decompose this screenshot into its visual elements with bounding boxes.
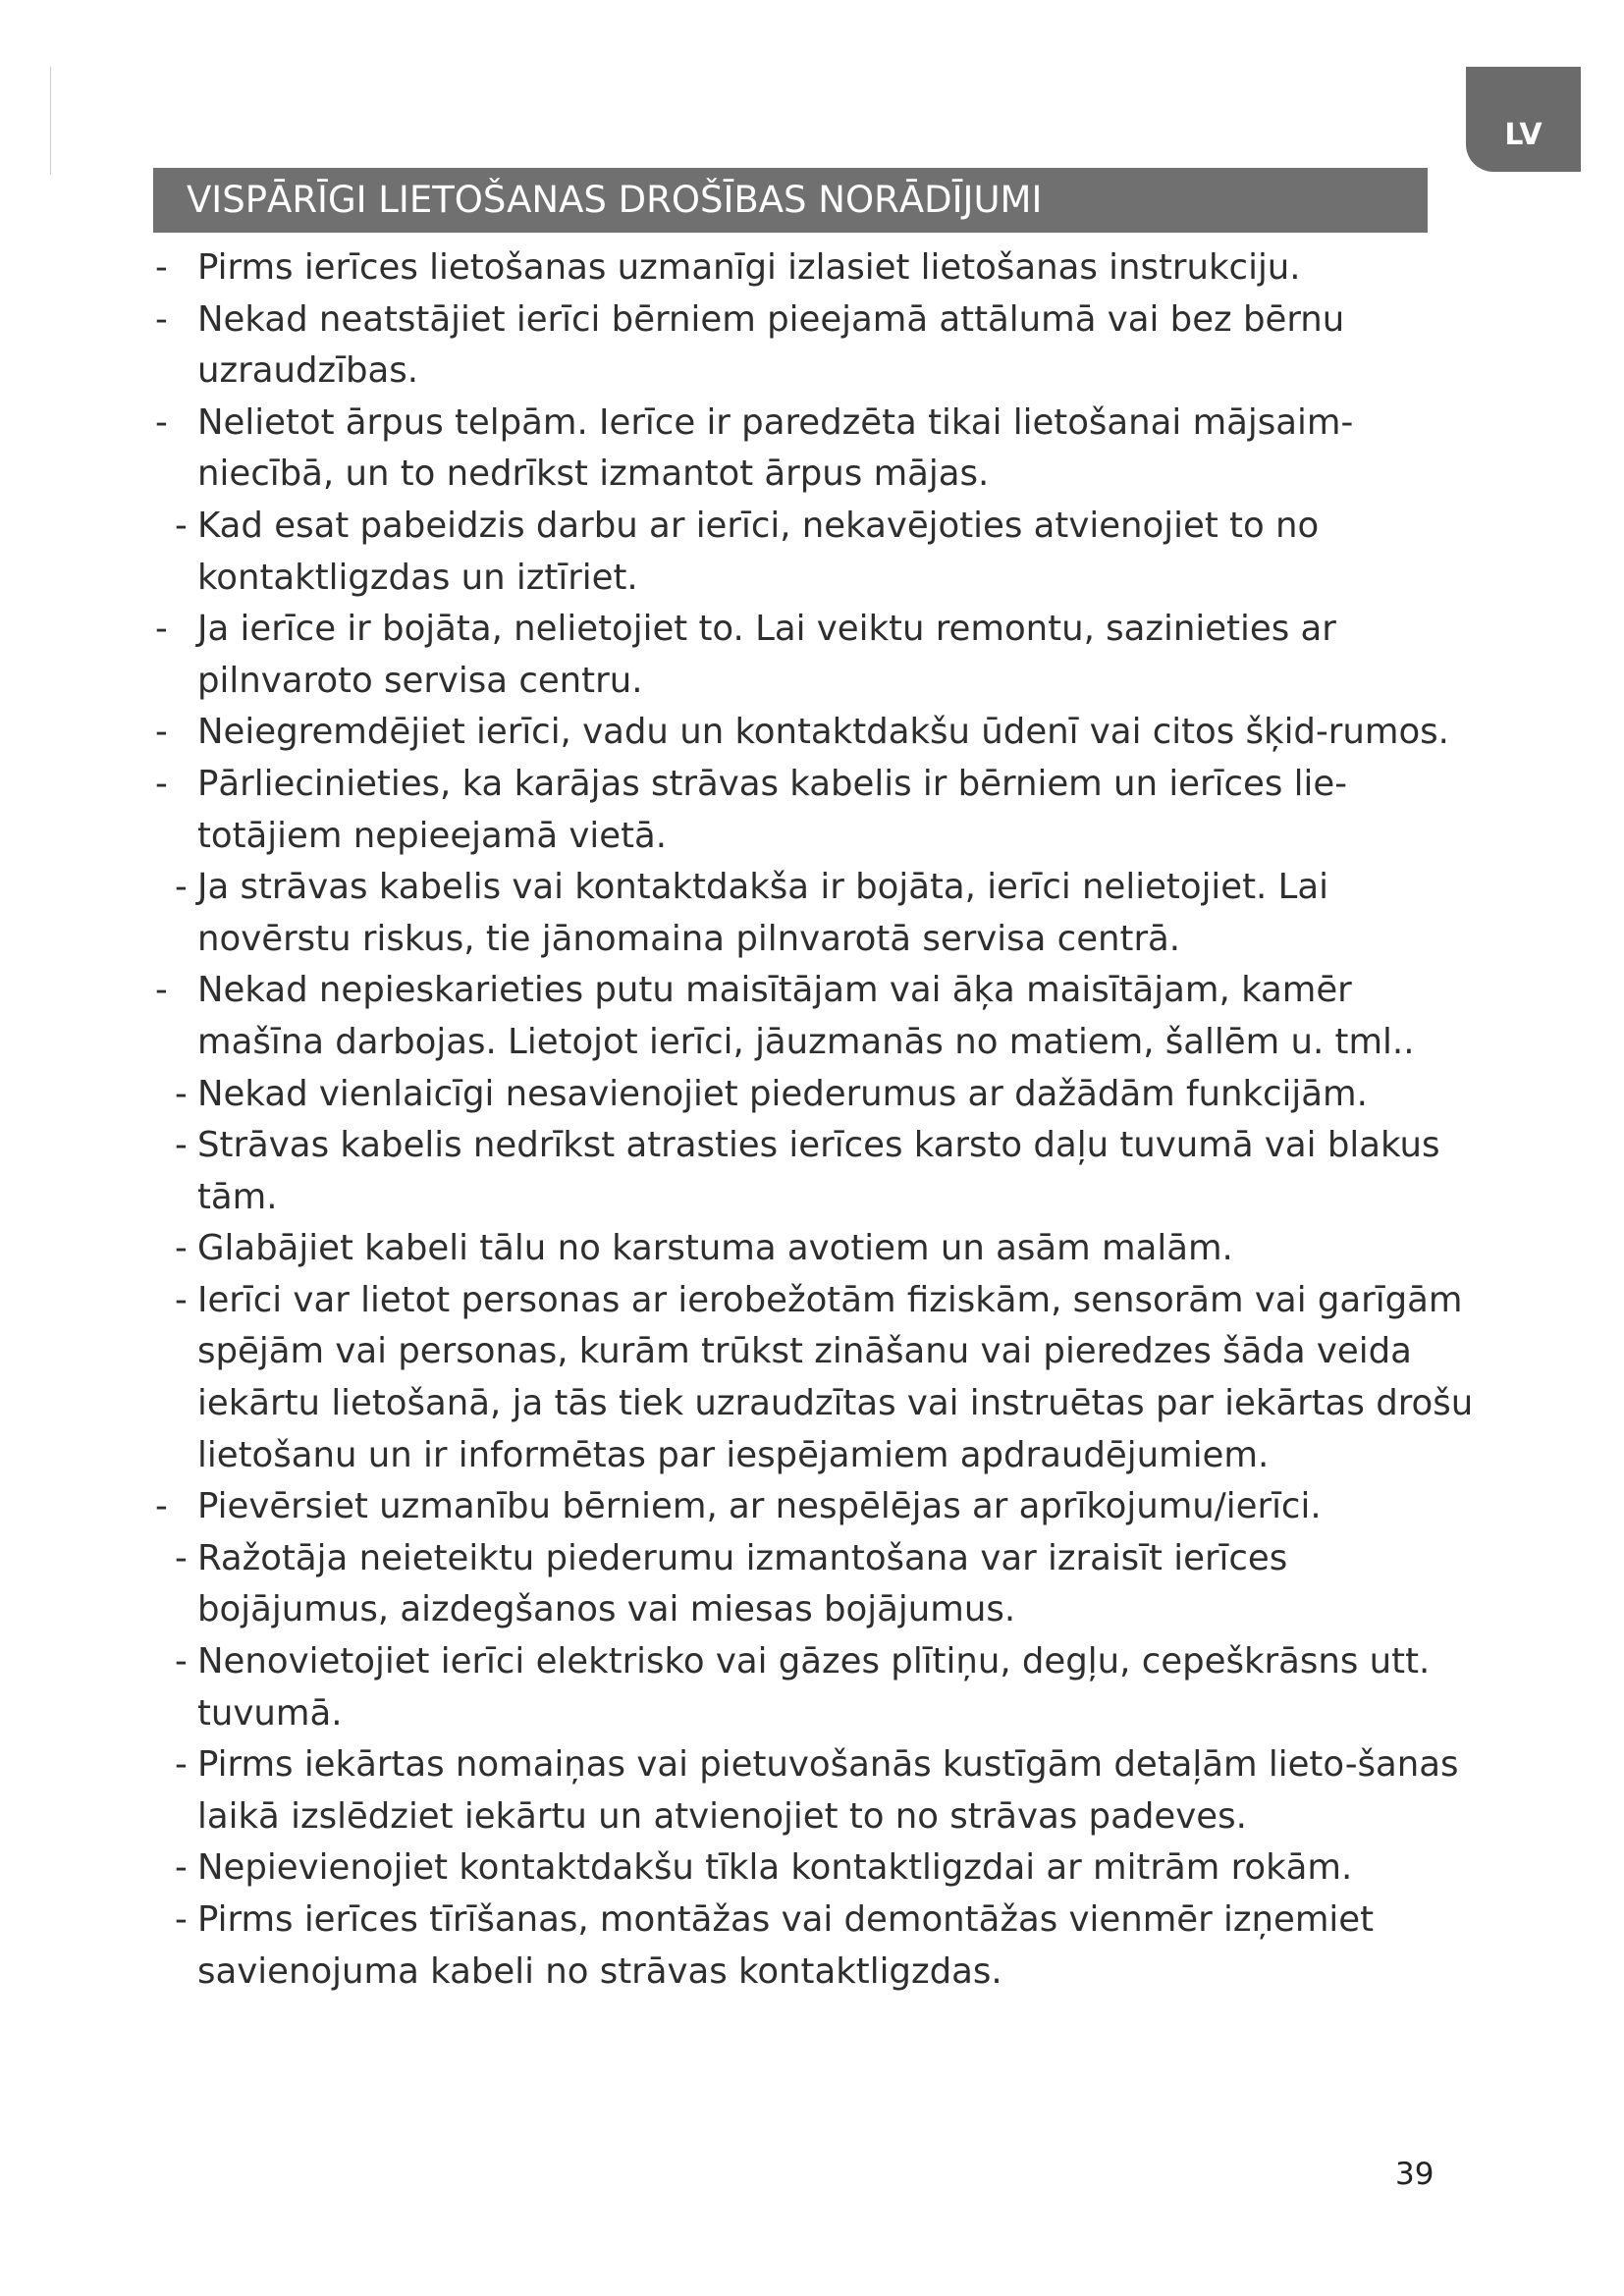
bullet-dash: - (175, 867, 188, 908)
list-item (153, 1120, 1474, 1223)
bullet-dash: - (175, 505, 188, 546)
list-item (153, 1275, 1474, 1481)
bullet-dash: - (155, 1486, 168, 1527)
list-item-text: Neiegremdējiet ierīci, vadu un kontaktdakšu ūdenī vai citos šķid-rumos. (197, 712, 1449, 753)
list-item-text: Nekad neatstājiet ierīci bērniem pieejamā attālumā vai bez bērnu uzraudzības. (197, 298, 1345, 392)
list-item-text: Ja ierīce ir bojāta, nelietojiet to. Lai veiktu remontu, sazinieties ar pilnvaroto servisa centru. (197, 609, 1336, 701)
bullet-dash: - (175, 1744, 188, 1786)
list-item (153, 604, 1474, 707)
list-item-text: Nekad vienlaicīgi nesavienojiet piederumus ar dažādām funkcijām. (197, 1073, 1368, 1114)
list-item (153, 1069, 1474, 1121)
list-item-text: Strāvas kabelis nedrīkst atrasties ierīces karsto daļu tuvumā vai blakus tām. (197, 1125, 1440, 1217)
list-item-text: Glabājiet kabeli tālu no karstuma avotiem un asām malām. (197, 1228, 1233, 1269)
bullet-dash: - (155, 298, 168, 340)
list-item-text: Pievērsiet uzmanību bērniem, ar nespēlējas ar aprīkojumu/ierīci. (197, 1486, 1322, 1527)
list-item-text: Ja strāvas kabelis vai kontaktdakša ir bojāta, ierīci nelietojiet. Lai novērstu riskus, tie jānomaina pilnvarotā servisa centrā. (197, 867, 1329, 959)
bullet-dash: - (175, 1641, 188, 1682)
list-item-text: Nepievienojiet kontaktdakšu tīkla kontaktligzdai ar mitrām rokām. (197, 1847, 1353, 1889)
bullet-dash: - (155, 970, 168, 1011)
list-item-text: Kad esat pabeidzis darbu ar ierīci, nekavējoties atvienojiet to no kontaktligzdas un iztīriet. (197, 505, 1320, 598)
bullet-dash: - (175, 1125, 188, 1166)
list-item-text: Ražotāja neieteiktu piederumu izmantošana var izraisīt ierīces bojājumus, aizdegšanos vai miesas bojājumus. (197, 1537, 1288, 1630)
margin-rule (50, 67, 51, 175)
bullet-dash: - (155, 712, 168, 753)
list-item (153, 294, 1474, 398)
list-item (153, 1842, 1474, 1895)
bullet-dash: - (155, 401, 168, 443)
page-number: 39 (1395, 2157, 1435, 2192)
safety-instructions-list (153, 242, 1474, 1998)
list-item-text: Nelietot ārpus telpām. Ierīce ir paredzēta tikai lietošanai mājsaim-niecībā, un to nedrīkst izmantot ārpus mājas. (197, 401, 1354, 495)
language-tab (1466, 67, 1581, 172)
section-heading: VISPĀRĪGI LIETOŠANAS DROŠĪBAS NORĀDĪJUMI (153, 168, 1428, 233)
list-item (153, 759, 1474, 862)
bullet-dash: - (155, 763, 168, 804)
bullet-dash: - (155, 247, 168, 288)
list-item (153, 1739, 1474, 1842)
list-item (153, 398, 1474, 501)
list-item (153, 501, 1474, 604)
bullet-dash: - (175, 1847, 188, 1889)
list-item (153, 965, 1474, 1068)
bullet-dash: - (175, 1279, 188, 1320)
bullet-dash: - (175, 1899, 188, 1940)
list-item-text: Nenovietojiet ierīci elektrisko vai gāzes plītiņu, degļu, cepeškrāsns utt. tuvumā. (197, 1641, 1431, 1734)
list-item (153, 862, 1474, 965)
bullet-dash: - (175, 1537, 188, 1578)
list-item (153, 1895, 1474, 1998)
list-item (153, 1533, 1474, 1636)
list-item-text: Pirms iekārtas nomaiņas vai pietuvošanās kustīgām detaļām lieto-šanas laikā izslēdziet iekārtu un atvienojiet to no strāvas padeves. (197, 1744, 1459, 1837)
list-item-text: Ierīci var lietot personas ar ierobežotām fiziskām, sensorām vai garīgām spējām vai personas, kurām trūkst zināšanu vai pieredzes šāda veida iekārtu lietošanā, ja tās tiek uzraudzītas vai instruētas par iekārtas drošu lietošanu un ir informētas par iespējamiem apdraudējumiem. (197, 1279, 1474, 1475)
list-item (153, 1223, 1474, 1275)
list-item-text: Pirms ierīces tīrīšanas, montāžas vai demontāžas vienmēr izņemiet savienojuma kabeli no strāvas kontaktligzdas. (197, 1899, 1375, 1992)
bullet-dash: - (175, 1073, 188, 1114)
list-item (153, 1481, 1474, 1533)
language-tab-label: LV (1504, 118, 1543, 152)
list-item (153, 242, 1474, 294)
bullet-dash: - (155, 609, 168, 650)
bullet-dash: - (175, 1228, 188, 1269)
list-item-text: Pirms ierīces lietošanas uzmanīgi izlasiet lietošanas instrukciju. (197, 247, 1301, 288)
list-item (153, 1636, 1474, 1739)
list-item (153, 707, 1474, 759)
list-item-text: Pārliecinieties, ka karājas strāvas kabelis ir bērniem un ierīces lie-totājiem nepieejamā vietā. (197, 763, 1347, 856)
list-item-text: Nekad nepieskarieties putu maisītājam vai āķa maisītājam, kamēr mašīna darbojas. Lietojot ierīci, jāuzmanās no matiem, šallēm u. tml.. (197, 970, 1415, 1062)
